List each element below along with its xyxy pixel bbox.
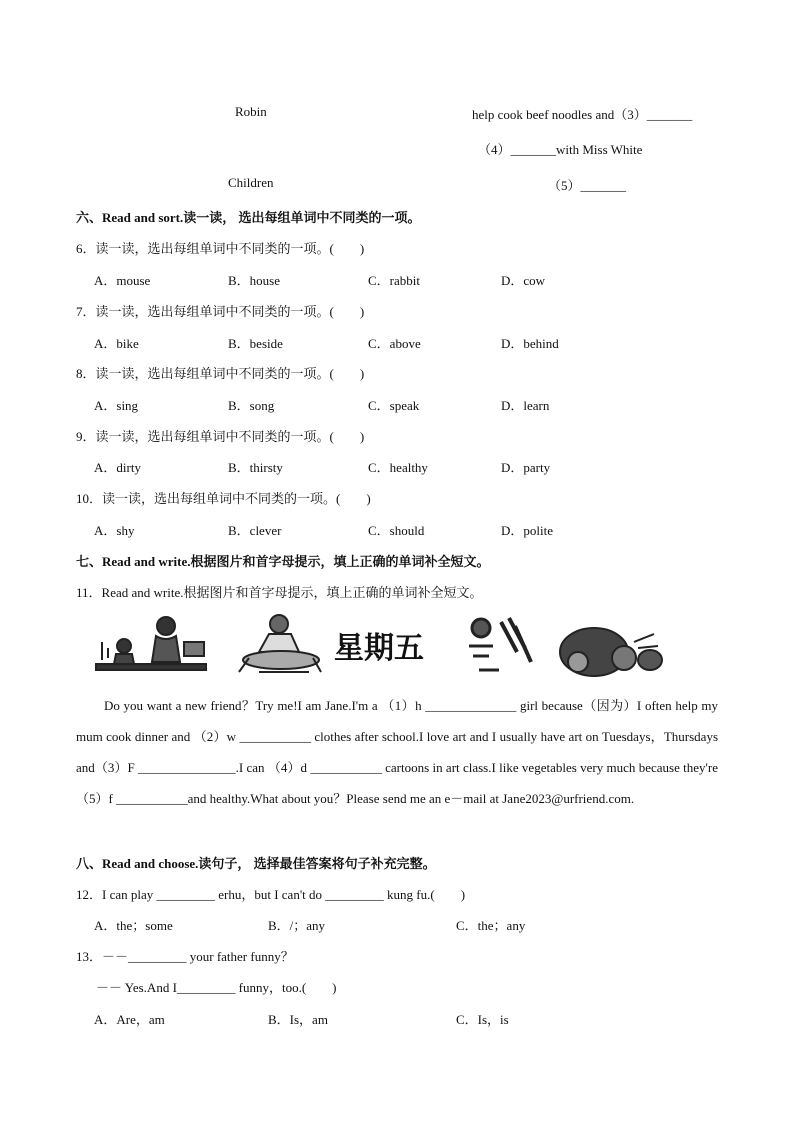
question-stem: 7．读一读，选出每组单词中不同类的一项。( ) <box>76 304 365 319</box>
question-stem: 9．读一读，选出每组单词中不同类的一项。( ) <box>76 429 365 444</box>
option-a[interactable]: A．dirty <box>94 460 141 475</box>
option-a[interactable]: A．the；some <box>94 918 173 933</box>
option-c[interactable]: C．rabbit <box>368 273 420 288</box>
option-d[interactable]: D．behind <box>501 336 559 351</box>
picture-hints-strip <box>94 612 664 682</box>
option-b[interactable]: B．thirsty <box>228 460 283 475</box>
washing-picture-icon <box>239 615 321 672</box>
option-d[interactable]: D．party <box>501 460 551 475</box>
table-cell-children: Children <box>228 175 274 190</box>
section-6-heading: 六、Read and sort.读一读， 选出每组单词中不同类的一项。 <box>76 210 421 225</box>
question-11-stem: 11．Read and write.根据图片和首字母提示，填上正确的单词补全短文。 <box>76 585 483 600</box>
option-b[interactable]: B．Is，am <box>268 1012 328 1027</box>
option-a[interactable]: A．shy <box>94 523 135 538</box>
option-a[interactable]: A．sing <box>94 398 139 413</box>
drawing-picture-icon <box>469 618 531 670</box>
option-c[interactable]: C．the；any <box>456 918 526 933</box>
option-a[interactable]: A．Are，am <box>94 1012 165 1027</box>
question-stem-line-2: －－ Yes.And I_________ funny，too.( ) <box>96 980 337 995</box>
question-stem: 10．读一读，选出每组单词中不同类的一项。( ) <box>76 491 371 506</box>
table-cell-row4: （4）_______with Miss White <box>478 142 643 157</box>
question-stem: 13．－－_________ your father funny？ <box>76 949 294 964</box>
option-c[interactable]: C．speak <box>368 398 420 413</box>
option-c[interactable]: C．Is，is <box>456 1012 509 1027</box>
option-d[interactable]: D．learn <box>501 398 550 413</box>
option-c[interactable]: C．should <box>368 523 425 538</box>
passage-paragraph: Do you want a new friend？Try me!I am Jane.I'm a （1）h ______________ girl because（因为）I often help my mum cook dinner and （2）w ___________ clothes after school.I love art and I usually have art on Tuesdays，Thursdays and（3）F _______________.I can （4）d ___________ cartoons in art class.I like vegetables very much because they're（5）f ___________and healthy.What about you？Please send me an e－mail at Jane2023@urfriend.com. <box>76 698 718 806</box>
option-a[interactable]: A．mouse <box>94 273 151 288</box>
question-stem: 12．I can play _________ erhu，but I can't do _________ kung fu.( ) <box>76 887 466 902</box>
friday-text-image: 星期五 <box>334 631 424 666</box>
cooking-picture-icon <box>96 617 206 670</box>
option-b[interactable]: B．beside <box>228 336 283 351</box>
option-b[interactable]: B．house <box>228 273 281 288</box>
option-d[interactable]: D．polite <box>501 523 553 538</box>
vegetables-picture-icon <box>560 628 662 676</box>
section-7-heading: 七、Read and write.根据图片和首字母提示，填上正确的单词补全短文。 <box>76 554 490 569</box>
option-a[interactable]: A．bike <box>94 336 139 351</box>
option-d[interactable]: D．cow <box>501 273 546 288</box>
question-stem: 6．读一读，选出每组单词中不同类的一项。( ) <box>76 241 365 256</box>
option-b[interactable]: B．clever <box>228 523 282 538</box>
question-stem: 8．读一读，选出每组单词中不同类的一项。( ) <box>76 366 365 381</box>
option-c[interactable]: C．healthy <box>368 460 428 475</box>
table-cell-robin-task: help cook beef noodles and（3）_______ <box>472 107 693 122</box>
option-b[interactable]: B．song <box>228 398 275 413</box>
table-cell-children-task: （5）_______ <box>548 178 627 193</box>
section-8-heading: 八、Read and choose.读句子， 选择最佳答案将句子补充完整。 <box>76 856 436 871</box>
option-b[interactable]: B．/；any <box>268 918 326 933</box>
option-c[interactable]: C．above <box>368 336 421 351</box>
table-cell-robin: Robin <box>235 104 267 119</box>
